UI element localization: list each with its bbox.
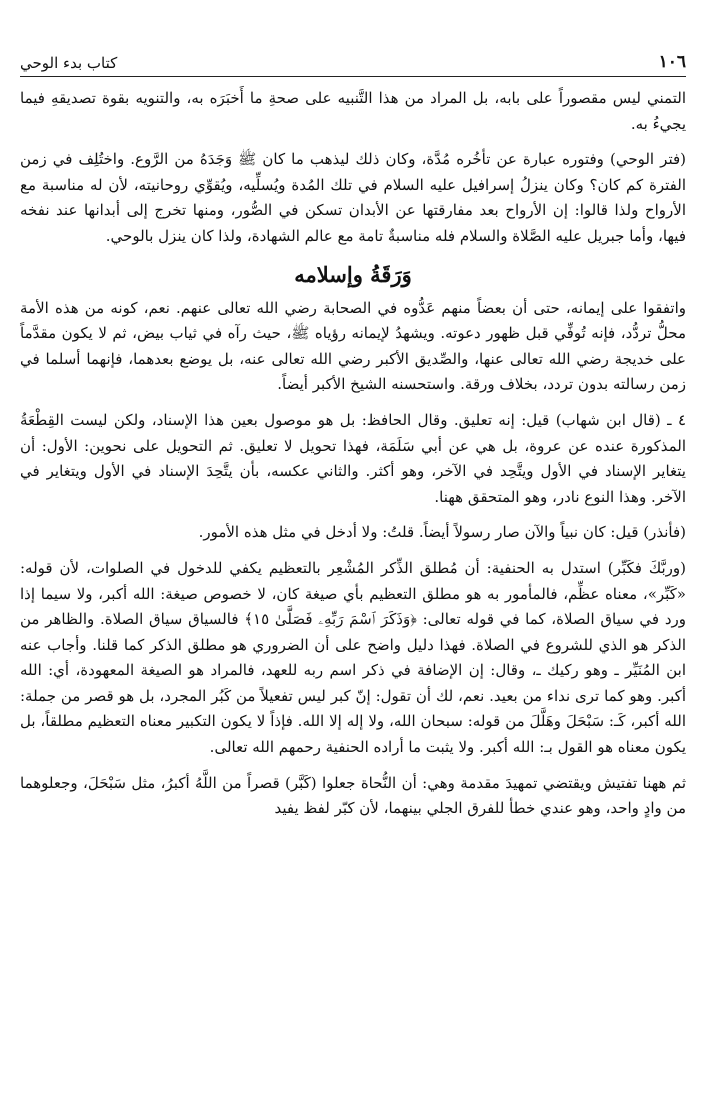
paragraph-wa-rabbaka: (وربَّكَ فكَبِّر) استدل به الحنفية: أن مُطلق الذِّكر المُشْعِر بالتعظيم يكفي للدخول في الصلوات، لأن قوله: «كَبِّر»، معناه عظِّم، فالمأمور به هو مطلق التعظيم بأي صيغة كان، لا خصوص صيغة: الله أكبر، ولا سيما إذا ورد في سياق الصلاة، كما في قوله تعالى: ﴿وَذَكَرَ ٱسْمَ رَبِّهِۦ فَصَلَّىٰ ١٥﴾ فالسياق سياق الصلاة. والظاهر من الذكر هو الذي للشروع في الصلاة. فهذا دليل واضح على أن الضروري هو مطلق الذكر كما قلنا. وأجاب عنه ابن المُنَيِّر ـ وهو ركيك ـ، وقال: إن الإضافة في ذكر اسم ربه للعهد، فالمراد هو الصيغة المعهودة، أي: الله أكبر. وهو كما ترى نداء من بعيد. نعم، لك أن تقول: إنّ كبر ليس تفعيلاً من كَبُر المجرد، بل هو قصر من جملة: الله أكبر، كَـ: سَبْحَلَ وهَلَّلَ من قوله: سبحان الله، ولا إله إلا الله. فإذاً لا يكون التكبير معناه التعظيم مطلقاً، بل يكون معناه هو القول بـ: الله أكبر. ولا يثبت ما أراده الحنفية رحمهم الله تعالى.	[20, 558, 687, 757]
section-heading: وَرَقَةُ وإسلامه	[294, 261, 412, 287]
paragraph-fa-andhir: (فأنذر) قيل: كان نبياً والآن صار رسولاً أيضاً. قلتُ: ولا أدخل في مثل هذه الأمور.	[198, 523, 686, 542]
page-header	[20, 40, 686, 77]
paragraph-iman-waraqa: واتفقوا على إيمانه، حتى أن بعضاً منهم عَدُّوه في الصحابة رضي الله تعالى عنهم. نعم، كونه من هذه الأمة محلُّ تردُّد، فإنه تُوفِّي قبل ظهور دعوته. ويشهدُ لإيمانه رؤياه ﷺ، حيث رآه في ثياب بيض، ثم لا يكون مقدَّماً على خديجة رضي الله تعالى عنها، والصِّديق الأكبر رضي الله تعالى عنه، بل يوضع بعدهما، فإنهما أسلما في زمن رسالته بدون تردد، بخلاف ورقة. واستحسنه الشيخ الأكبر أيضاً.	[20, 298, 686, 394]
chapter-title: كتاب بدء الوحي	[20, 54, 118, 72]
paragraph-tafteesh: ثم ههنا تفتيش ويقتضي تمهيدَ مقدمة وهي: أن النُّحاة جعلوا (كَبَّر) قصراً من اللَّهُ أكبرُ، مثل سَبْحَلَ، وجعلوهما من وادٍ واحد، وهو عندي خطأ للفرق الجلي بينهما، لأن كبّر لفظ يفيد	[20, 773, 686, 818]
paragraph-tamanni: التمني ليس مقصوراً على بابه، بل المراد من هذا التَّنبيه على صحةِ ما أَخبَرَه به، والتنويه بقوة تصديقهِ فيما يجيءُ به.	[20, 89, 686, 133]
page-body	[20, 86, 686, 822]
paragraph-fatr-al-wahy: (فتر الوحي) وفتوره عبارة عن تأخُره مُدَّة، وكان ذلك ليذهب ما كان ﷺ وَجَدَهُ من الرَّوع. واختُلِف في زمن الفترة كم كان؟ وكان ينزلُ إسرافيل عليه السلام في تلك المُدة ويُسلِّيه، ويُقوِّي روحانيته، لأن له مناسبة مع الأرواح ولذا قالوا: إن الأرواح بعد مفارقتها عن الأبدان تسكن في الصُّور، ومنها تخرج إلى أبدانها عند نفخه فيها، وأما جبريل عليه الصَّلاة والسلام فله مناسبةٌ تامة مع عالم الشهادة، ولذا كان ينزل بالوحي.	[20, 150, 686, 245]
paragraph-ibn-shihab: ٤ ـ (قال ابن شهاب) قيل: إنه تعليق. وقال الحافظ: بل هو موصول بعين هذا الإسناد، ولكن ليست القِطْعَةُ المذكورة عنده عن عروة، بل هي عن أبي سَلَمَة، فهذا تحويل لا تعليق. ثم التحويل على نحوين: الأول: أن يتغاير الإسناد في الأول ويتَّحِد في الآخر، وهو أكثر. والثاني عكسه، بأن يتَّحِدَ الإسناد في الأول ويتغاير في الآخر. وهذا النوع نادر، وهو المتحقق ههنا.	[20, 410, 686, 506]
page-number: ١٠٦	[658, 52, 686, 72]
